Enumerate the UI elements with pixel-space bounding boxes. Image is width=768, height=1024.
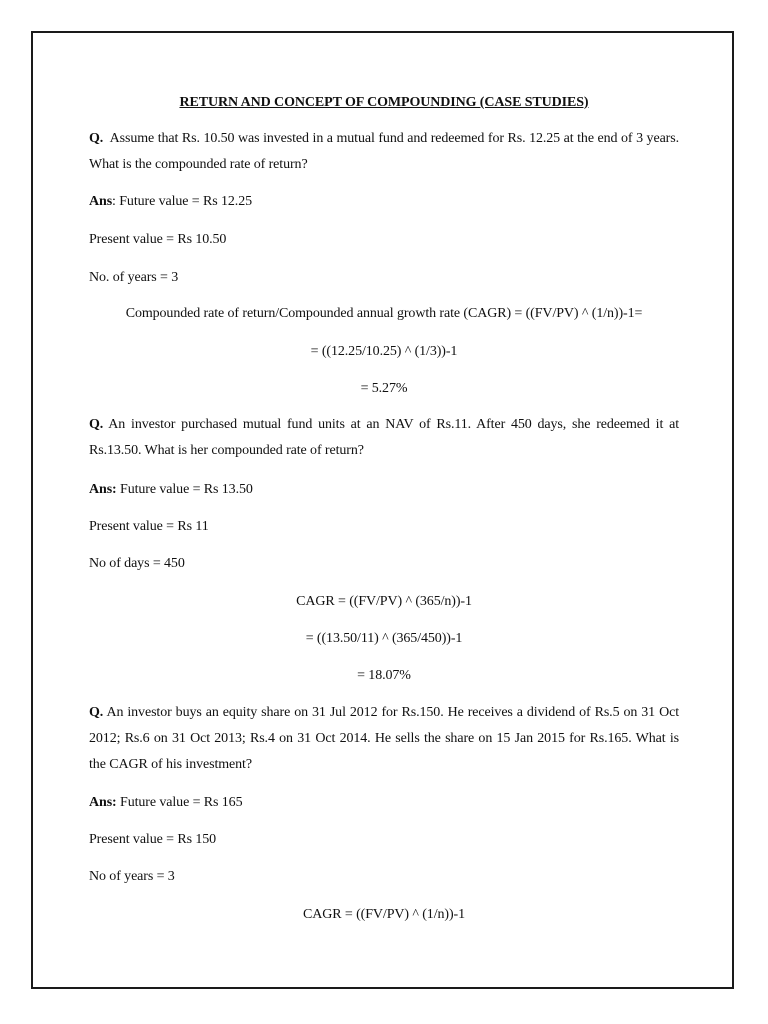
answer-2-formula: CAGR = ((FV/PV) ^ (365/n))-1: [296, 594, 472, 609]
answer-label: Ans:: [89, 482, 117, 497]
question-3: [89, 700, 679, 778]
answer-label: Ans:: [89, 795, 117, 810]
answer-2-future-value: [89, 477, 679, 503]
question-label: Q.: [89, 131, 104, 146]
future-value: Future value = Rs 165: [120, 795, 243, 810]
question-1: [89, 126, 679, 178]
answer-1-future-value: [89, 189, 679, 215]
answer-1-result: = 5.27%: [360, 381, 408, 396]
answer-3-years: No of years = 3: [89, 869, 175, 884]
answer-2-days: No of days = 450: [89, 556, 185, 571]
answer-1-present-value: Present value = Rs 10.50: [89, 232, 227, 247]
answer-1-calculation: = ((12.25/10.25) ^ (1/3))-1: [310, 344, 458, 359]
question-2: [89, 412, 679, 464]
answer-label: Ans: [89, 194, 113, 209]
answer-1-years: No. of years = 3: [89, 270, 179, 285]
answer-1-formula: Compounded rate of return/Compounded annual growth rate (CAGR) = ((FV/PV) ^ (1/n))-1=: [125, 306, 643, 321]
future-value: Future value = Rs 13.50: [120, 482, 253, 497]
answer-2-calculation: = ((13.50/11) ^ (365/450))-1: [305, 631, 463, 646]
document-title: RETURN AND CONCEPT OF COMPOUNDING (CASE STUDIES): [179, 95, 589, 110]
question-text: An investor buys an equity share on 31 Jul 2012 for Rs.150. He receives a dividend of Rs.5 on 31 Oct 2012; Rs.6 on 31 Oct 2013; Rs.4 on 31 Oct 2014. He sells the share on 15 Jan 2015 for Rs.165. What is the CAGR of his investment?: [89, 705, 680, 772]
answer-3-present-value: Present value = Rs 150: [89, 832, 217, 847]
answer-2-present-value: Present value = Rs 11: [89, 519, 209, 534]
question-label: Q.: [89, 705, 104, 720]
future-value: : Future value = Rs 12.25: [112, 194, 252, 209]
answer-3-future-value: [89, 790, 679, 816]
question-text: Assume that Rs. 10.50 was invested in a mutual fund and redeemed for Rs. 12.25 at the end of 3 years. What is the compounded rate of return?: [89, 131, 679, 172]
answer-2-result: = 18.07%: [357, 668, 411, 683]
answer-3-formula: CAGR = ((FV/PV) ^ (1/n))-1: [303, 907, 465, 922]
question-label: Q.: [89, 417, 104, 432]
question-text: An investor purchased mutual fund units at an NAV of Rs.11. After 450 days, she redeemed it at Rs.13.50. What is her compounded rate of return?: [89, 417, 679, 458]
